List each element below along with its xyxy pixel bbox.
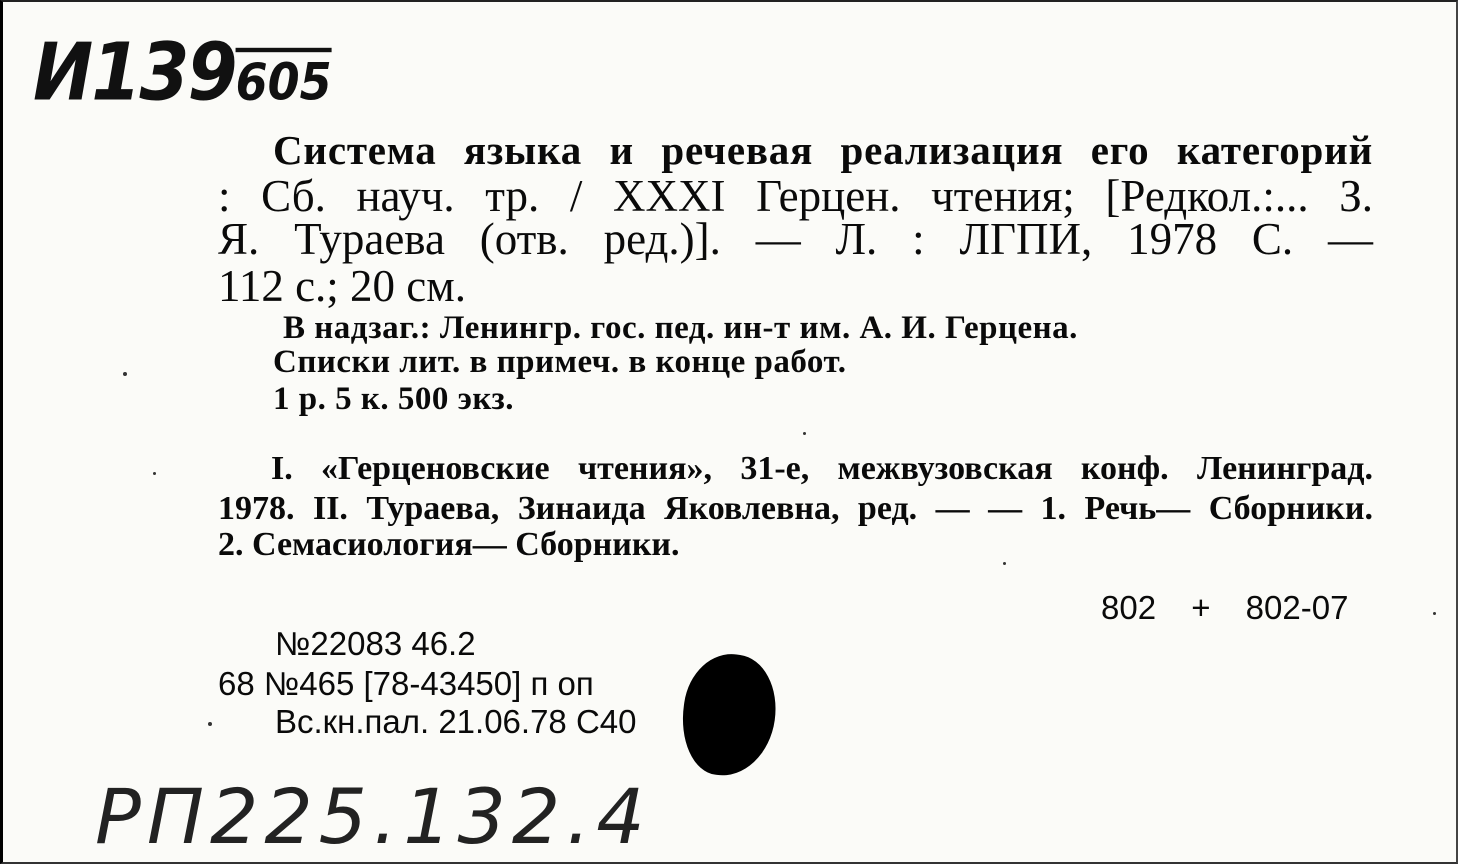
- note-line-2: Списки лит. в примеч. в конце работ.: [273, 344, 847, 380]
- inventory-number: [33, 26, 332, 118]
- note-line-3: 1 р. 5 к. 500 экз.: [273, 381, 514, 417]
- speck: [153, 472, 156, 475]
- biblio-line-2: 68 №465 [78-43450] п оп: [218, 665, 594, 702]
- ink-blot: [675, 648, 783, 782]
- subject-line-2: 1978. II. Тураева, Зинаида Яковлевна, ред. — — 1. Речь— Сборники.: [218, 490, 1373, 527]
- subject-line-1: I. «Герценовские чтения», 31-е, межвузовская конф. Ленинград.: [271, 450, 1373, 487]
- description-line-3: Я. Тураева (отв. ред.)]. — Л. : ЛГПИ, 1978 С. —: [218, 214, 1373, 264]
- speck: [803, 432, 806, 435]
- speck: [1003, 562, 1006, 565]
- description-line-4: 112 с.; 20 см.: [218, 261, 467, 311]
- subject-line-3: 2. Семасиология— Сборники.: [218, 526, 680, 563]
- description-line-2: : Сб. науч. тр. / XXXI Герцен. чтения; [Редкол.:... З.: [218, 171, 1373, 221]
- speck: [123, 372, 127, 376]
- biblio-line-1: №22083 46.2: [275, 625, 476, 662]
- speck: [208, 722, 212, 726]
- note-line-1: В надзаг.: Ленингр. гос. пед. ин-т им. А. И. Герцена.: [283, 310, 1078, 346]
- inventory-number-suffix: 605: [235, 52, 332, 112]
- inventory-number-main: И139: [33, 25, 236, 119]
- biblio-line-3: Вс.кн.пал. 21.06.78 С40: [275, 703, 637, 740]
- shelfmark: РП225.132.4: [95, 772, 651, 861]
- speck: [1433, 612, 1436, 615]
- title-line: Система языка и речевая реализация его категорий: [273, 127, 1373, 173]
- classification-codes: 802 + 802-07: [1101, 589, 1349, 626]
